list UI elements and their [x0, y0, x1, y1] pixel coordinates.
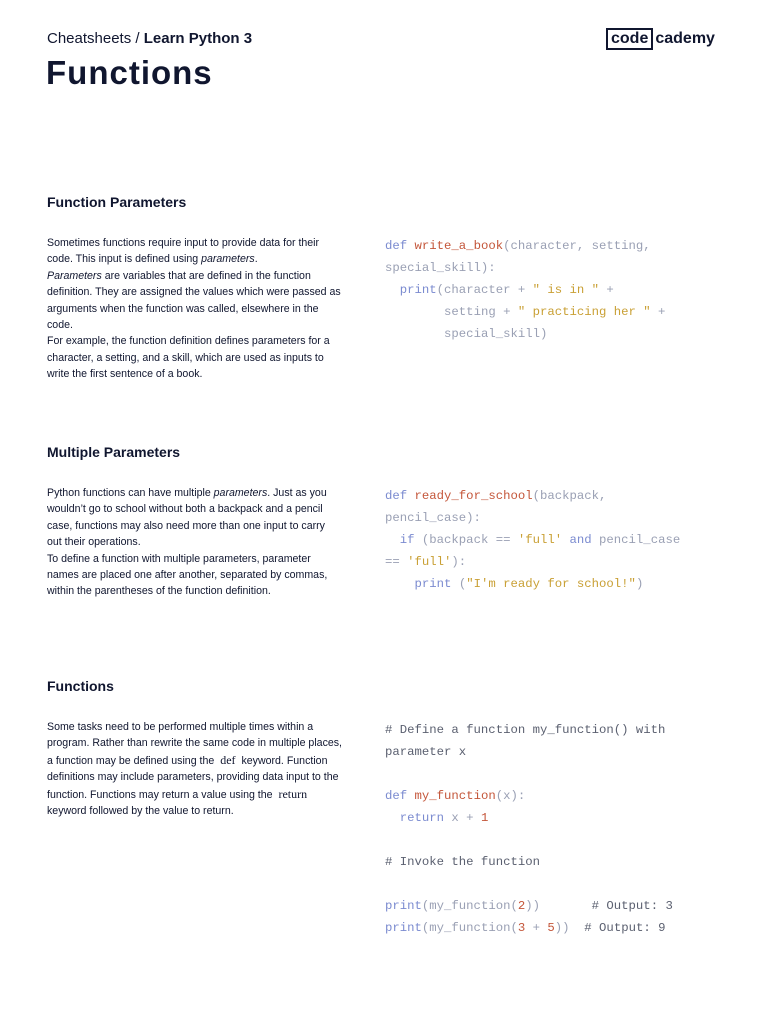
code-number: 1	[480, 811, 489, 825]
code-builtin: print	[385, 921, 422, 935]
desc-emphasis: parameters	[213, 487, 268, 499]
code-string: 'full'	[517, 533, 563, 547]
desc-text: Sometimes functions require input to provide data for their code. This input is defined using	[47, 237, 320, 266]
desc-text: are variables that are defined in the function definition. They are assigned the values which were passed as arguments when the function was called, elsewhere in the code.	[47, 269, 341, 332]
section-title-multiple-parameters: Multiple Parameters	[47, 444, 181, 460]
code-text: special_skill):	[385, 261, 496, 275]
desc-text: keyword. Function definitions may include parameters, providing data input to the function. Functions may return a value using the	[47, 754, 339, 801]
page-title: Functions	[46, 54, 213, 91]
code-keyword: return	[399, 811, 445, 825]
code-builtin: print	[385, 899, 422, 913]
code-text: pencil_case):	[385, 511, 481, 525]
code-builtin: print	[399, 283, 437, 297]
code-block-multiple-parameters	[385, 485, 730, 595]
code-text: (character +	[436, 283, 533, 297]
desc-text: Python functions can have multiple	[47, 487, 214, 499]
desc-text: keyword followed by the value to return.	[47, 805, 234, 818]
code-block-functions	[385, 719, 730, 939]
code-number: 3	[517, 921, 526, 935]
section-description-multiple-parameters	[47, 485, 342, 600]
code-function-name: ready_for_school	[414, 489, 533, 503]
codecademy-logo[interactable]	[606, 28, 715, 50]
code-text: +	[599, 283, 614, 297]
code-keyword: def	[385, 789, 408, 803]
code-text: ):	[451, 555, 467, 569]
breadcrumb-current[interactable]: Learn Python 3	[143, 30, 253, 47]
code-comment: # Output: 3	[591, 899, 673, 913]
code-text: x +	[444, 811, 481, 825]
section-title-functions: Functions	[47, 678, 114, 694]
code-text: (x):	[495, 789, 526, 803]
code-text: (backpack,	[532, 489, 607, 503]
code-comment: # Define a function my_function() with	[385, 723, 666, 737]
breadcrumb-separator: /	[131, 30, 144, 47]
breadcrumb	[47, 30, 252, 47]
code-text: +	[650, 305, 666, 319]
code-text: (my_function(	[421, 921, 518, 935]
code-text: setting +	[444, 305, 518, 319]
code-text: (my_function(	[421, 899, 518, 913]
code-number: 5	[547, 921, 555, 935]
code-text: ==	[385, 555, 408, 569]
code-string: 'full'	[407, 555, 452, 569]
code-text: special_skill)	[444, 327, 548, 341]
code-string: "I'm ready for school!"	[466, 577, 636, 591]
code-builtin: print	[414, 577, 452, 591]
code-keyword: if	[399, 533, 415, 547]
desc-text: . Just as you wouldn’t go to school without both a backpack and a pencil case, functions may also need more than one input to carry out their operations.	[47, 487, 327, 549]
code-function-name: my_function	[414, 789, 496, 803]
code-text: ))	[525, 899, 540, 913]
code-text: pencil_case	[591, 533, 681, 547]
code-text: (	[451, 577, 467, 591]
code-block-function-parameters	[385, 235, 730, 345]
code-number: 2	[517, 899, 526, 913]
code-string: " practicing her "	[517, 305, 651, 319]
breadcrumb-cheatsheets-link[interactable]: Cheatsheets	[47, 30, 132, 47]
code-keyword: def	[385, 239, 408, 253]
logo-code-box: code	[606, 28, 653, 50]
inline-keyword-def: def	[220, 752, 236, 767]
desc-emphasis: parameters	[201, 253, 255, 266]
desc-text: .	[254, 253, 258, 266]
section-description-functions	[47, 719, 342, 819]
code-text: +	[525, 921, 548, 935]
logo-cademy: cademy	[655, 30, 715, 47]
desc-emphasis: Parameters	[47, 269, 102, 282]
desc-text: For example, the function definition defines parameters for a character, a setting, and a skill, which are used as inputs to write the first sentence of a book.	[47, 335, 330, 381]
code-keyword: and	[569, 533, 592, 547]
code-text: )	[635, 577, 644, 591]
code-string: " is in "	[532, 283, 600, 297]
code-text: (backpack ==	[414, 533, 518, 547]
code-function-name: write_a_book	[414, 239, 504, 253]
code-comment: # Output: 9	[584, 921, 666, 935]
code-comment: parameter x	[385, 745, 467, 759]
desc-text: Some tasks need to be performed multiple times within a program. Rather than rewrite the same code in multiple places, a function may be defined using the	[47, 721, 343, 767]
inline-keyword-return: return	[278, 786, 308, 801]
code-text: (character, setting,	[503, 239, 651, 253]
desc-text: To define a function with multiple parameters, parameter names are placed one after another, separated by commas, within the parentheses of the function definition.	[47, 552, 328, 598]
code-keyword: def	[385, 489, 408, 503]
section-description-function-parameters	[47, 235, 342, 383]
section-title-function-parameters: Function Parameters	[47, 194, 187, 210]
code-comment: # Invoke the function	[385, 855, 540, 869]
code-text: ))	[554, 921, 570, 935]
